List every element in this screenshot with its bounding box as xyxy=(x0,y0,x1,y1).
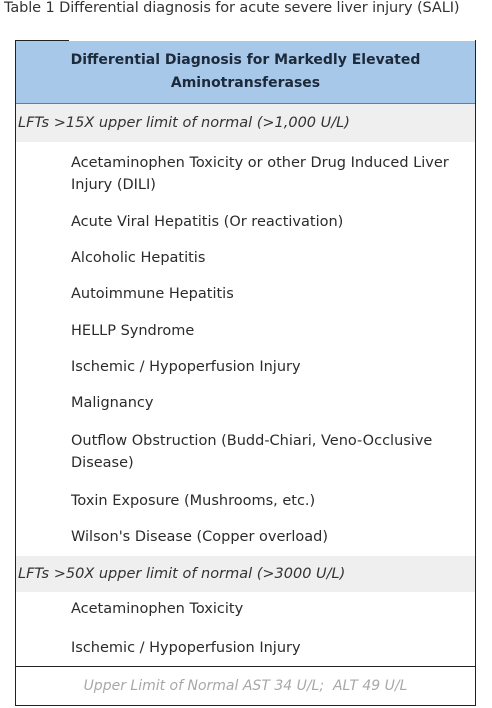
list-item: Malignancy xyxy=(71,395,154,411)
table-caption: Table 1 Differential diagnosis for acute severe liver injury (SALI) xyxy=(4,0,460,16)
list-item: Autoimmune Hepatitis xyxy=(71,286,234,302)
list-item: HELLP Syndrome xyxy=(71,323,195,339)
list-item: Wilson's Disease (Copper overload) xyxy=(71,529,329,545)
section-header-15x: LFTs >15X upper limit of normal (>1,000 U/L) xyxy=(16,104,475,142)
differential-diagnosis-table xyxy=(15,40,476,706)
table-footnote: Upper Limit of Normal AST 34 U/L; ALT 49 U/L xyxy=(83,678,408,694)
list-item: Alcoholic Hepatitis xyxy=(71,250,206,266)
list-item: Acute Viral Hepatitis (Or reactivation) xyxy=(71,214,344,230)
table-header: Differential Diagnosis for Markedly Elevated Aminotransferases xyxy=(16,41,475,104)
list-item: Acetaminophen Toxicity xyxy=(71,601,244,617)
section-header-50x: LFTs >50X upper limit of normal (>3000 U/L) xyxy=(16,556,475,592)
list-item: Ischemic / Hypoperfusion Injury xyxy=(71,359,301,375)
list-item: Ischemic / Hypoperfusion Injury xyxy=(71,640,301,656)
top-rule xyxy=(15,40,69,41)
list-item: Toxin Exposure (Mushrooms, etc.) xyxy=(71,493,316,509)
list-item: Acetaminophen Toxicity or other Drug Induced Liver Injury (DILI) xyxy=(71,155,449,193)
list-item: Outflow Obstruction (Budd-Chiari, Veno-Occlusive Disease) xyxy=(71,433,433,471)
